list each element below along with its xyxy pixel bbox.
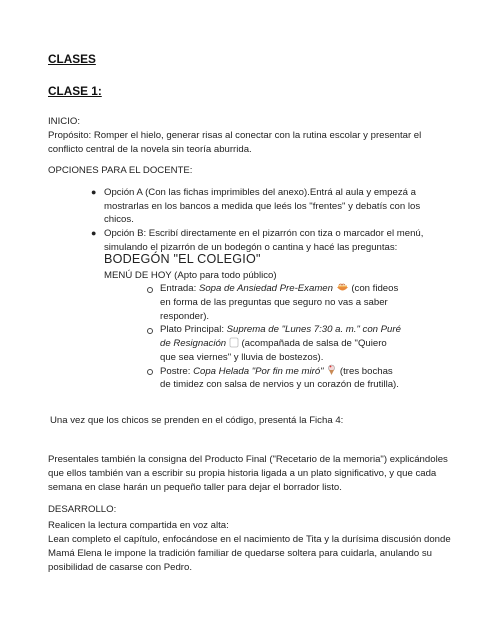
presentales-line-2: que ellos también van a escribir su propia historia ligada a un plato significativo, y que cada: [48, 468, 437, 479]
sub-bullet-circle: [147, 287, 153, 293]
principal-line-2: de Resignación (acompañada de salsa de "Quiero: [160, 337, 387, 353]
proposito-line-2: conflicto central de la novela sin teoría aburrida.: [48, 144, 252, 155]
postre-line-1: Postre: Copa Helada "Por fin me miró" (tres bochas: [160, 364, 393, 381]
ficha4-paragraph: Una vez que los chicos se prenden en el código, presentá la Ficha 4:: [50, 415, 344, 426]
desarrollo-line-1: Realicen la lectura compartida en voz alta:: [48, 520, 229, 531]
opcion-a-line-3: chicos.: [104, 214, 134, 225]
opcion-b-line-1: Opción B: Escribí directamente en el pizarrón con tiza o marcador el menú,: [104, 228, 424, 239]
desarrollo-line-3: Mamá Elena le impone la tradición familiar de quedarse soltera para cuidarla, anulando su: [48, 548, 432, 559]
menu-hoy: MENÚ DE HOY (Apto para todo público): [104, 270, 277, 281]
entrada-line-2: en forma de las preguntas que seguro no vas a saber: [160, 297, 388, 308]
presentales-line-3: semana en clase harán un pequeño taller para dejar el borrador listo.: [48, 482, 342, 493]
postre-line-2: de timidez con salsa de nervios y un corazón de frutilla).: [160, 379, 399, 390]
class-heading: CLASE 1:: [48, 84, 102, 98]
desarrollo-line-4: posibilidad de casarse con Pedro.: [48, 562, 192, 573]
entrada-line-1: Entrada: Sopa de Ansiedad Pre-Examen (con fideos: [160, 282, 398, 298]
bodegon-heading: BODEGÓN "EL COLEGIO": [104, 252, 261, 266]
inicio-label: INICIO:: [48, 116, 80, 127]
doc-title: CLASES: [48, 52, 96, 66]
bullet-dot: ●: [91, 228, 97, 238]
presentales-line-1: Presentales también la consigna del Producto Final ("Recetario de la memoria") explicándoles: [48, 454, 448, 465]
desarrollo-line-2: Lean completo el capítulo, enfocándose en el nacimiento de Tita y la durísima discusión donde: [48, 534, 451, 545]
opcion-b-line-2: simulando el pizarrón de un bodegón o cantina y hacé las preguntas:: [104, 242, 398, 253]
opciones-label: OPCIONES PARA EL DOCENTE:: [48, 165, 193, 176]
principal-line-3: que sea viernes" y lluvia de bostezos).: [160, 352, 324, 363]
bullet-dot: ●: [91, 187, 97, 197]
opcion-a-line-1: Opción A (Con las fichas imprimibles del anexo).Entrá al aula y empezá a: [104, 187, 416, 198]
desarrollo-label: DESARROLLO:: [48, 504, 117, 515]
opcion-a-line-2: mostrarlas en los bancos a medida que leés los "frentes" y debatís con los: [104, 201, 421, 212]
proposito-line-1: Propósito: Romper el hielo, generar risas al conectar con la rutina escolar y presentar el: [48, 130, 422, 141]
sub-bullet-circle: [147, 328, 153, 334]
entrada-line-3: responder).: [160, 311, 210, 322]
principal-line-1: Plato Principal: Suprema de "Lunes 7:30 a. m." con Puré: [160, 324, 401, 335]
sub-bullet-circle: [147, 369, 153, 375]
